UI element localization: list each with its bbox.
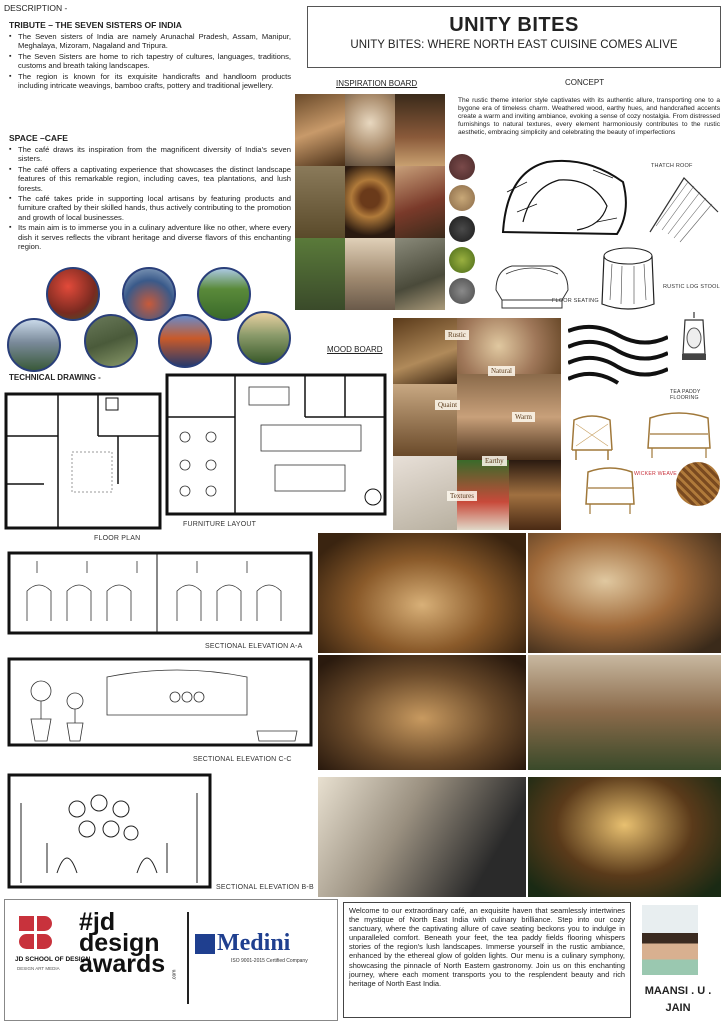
floor-plan-drawing (4, 392, 162, 530)
description-label: DESCRIPTION - (4, 3, 68, 13)
jd-awards-com: .com (171, 969, 178, 981)
elevation-aa-label: SECTIONAL ELEVATION A-A (205, 643, 303, 650)
floor-seating-sketch (492, 250, 572, 314)
wicker-weave-swatch (676, 462, 720, 506)
space-bullet: ▪ The café draws its inspiration from the magnificent diversity of India's seven sisters. (9, 145, 291, 164)
render-photo (318, 655, 526, 770)
material-swatch (449, 185, 475, 211)
inspiration-photo (295, 94, 345, 166)
jd-awards-logo: #jd design awards (79, 908, 166, 978)
elevation-bb-label: SECTIONAL ELEVATION B-B (216, 884, 314, 891)
mood-heading: MOOD BOARD (327, 345, 383, 354)
tribute-bullet: ▪ The region is known for its exquisite handicrafts and handloom products including intricate weavings, bamboo crafts, pottery and traditional jewellery. (9, 72, 291, 91)
furniture-layout-label: FURNITURE LAYOUT (183, 521, 257, 528)
mood-photo (509, 460, 561, 530)
concept-text: The rustic theme interior style captivates with its authentic allure, transporting one to a bygone era of timeless charm. Weathered wood, earthy hues, and handcrafted accents create a warm and inviting ambiance, evoking a sense of cozy nostalgia. From distressed furnishings to natural textures, every element harmoniously contributes to the rustic aesthetic, embracing simplicity and celebrating the beauty of imperfections (458, 97, 720, 137)
inspiration-heading: INSPIRATION BOARD (336, 79, 418, 88)
elevation-cc-label: SECTIONAL ELEVATION C-C (193, 756, 292, 763)
space-section (9, 133, 291, 252)
space-bullet: ▪ Its main aim is to immerse you in a culinary adventure like no other, where every dish it serves reflects the vibrant heritage and diverse flavors of this enchanting region. (9, 223, 291, 251)
inspiration-photo (345, 166, 395, 238)
jd-school-name: JD SCHOOL OF DESIGN (15, 956, 91, 963)
inspiration-photo (395, 94, 445, 166)
render-photo (318, 533, 526, 653)
lantern-icon (677, 310, 711, 366)
inspiration-photo (395, 238, 445, 310)
floor-plan-label: FLOOR PLAN (94, 535, 141, 542)
mood-tag: Warm (512, 412, 535, 422)
medini-logo: Medini (217, 930, 291, 956)
tribute-section (9, 20, 291, 91)
inspiration-photo (295, 238, 345, 310)
space-heading: SPACE –CAFE (9, 133, 68, 143)
medini-mark (195, 934, 215, 954)
mood-tag: Earthy (482, 456, 507, 466)
mood-tag: Textures (447, 491, 477, 501)
render-photo (528, 777, 721, 897)
mood-photo (393, 318, 457, 384)
tea-paddy-label: TEA PADDY FLOORING (670, 389, 701, 401)
wicker-armchair-sketch (580, 464, 640, 516)
floor-seating-label: FLOOR SEATING (552, 298, 599, 304)
mood-tag: Quaint (435, 400, 460, 410)
furniture-layout-drawing (165, 373, 387, 516)
tribute-bullet: ▪ The Seven sisters of India are namely Arunachal Pradesh, Assam, Manipur, Meghalaya, Mizoram, Nagaland and Tripura. (9, 32, 291, 51)
inspiration-photo (345, 94, 395, 166)
render-photo (318, 777, 526, 897)
region-photo-town (122, 267, 176, 321)
wicker-weave-label: WICKER WEAVE (634, 471, 677, 477)
render-photo (528, 533, 721, 653)
mood-tag: Natural (488, 366, 515, 376)
concept-heading: CONCEPT (565, 78, 605, 87)
page-title: UNITY BITES (449, 14, 579, 36)
jd-logo-mark (19, 916, 53, 950)
region-photo-terraces (84, 314, 138, 368)
page-subtitle: UNITY BITES: WHERE NORTH EAST CUISINE COMES ALIVE (350, 39, 678, 51)
material-swatch (449, 247, 475, 273)
inspiration-photo (395, 166, 445, 238)
region-photo-dancers (46, 267, 100, 321)
region-photo-mountains (7, 318, 61, 372)
jd-school-sub: DESIGN ART MEDIA (17, 966, 60, 971)
region-photo-tea-garden (197, 267, 251, 321)
technical-heading: TECHNICAL DRAWING - (9, 373, 101, 382)
elevation-cc-drawing (7, 657, 313, 747)
material-swatch (449, 154, 475, 180)
space-list (9, 145, 291, 251)
elevation-aa-drawing (7, 551, 313, 635)
wicker-chair-sketch (566, 410, 618, 462)
elevation-bb-drawing (7, 773, 212, 889)
material-swatch (449, 216, 475, 242)
tribute-heading: TRIBUTE – THE SEVEN SISTERS OF INDIA (9, 20, 182, 30)
tea-paddy-pattern (568, 321, 668, 387)
thatch-label: THATCH ROOF (651, 163, 693, 169)
thatch-roof-sketch (648, 172, 720, 248)
cave-sketch (497, 152, 633, 240)
tribute-bullet: ▪ The Seven Sisters are home to rich tapestry of cultures, languages, traditions, customs and breath taking landscapes. (9, 52, 291, 71)
footer-logos (4, 899, 338, 1021)
render-photo (528, 655, 721, 770)
mood-photo (393, 384, 457, 456)
region-photo-lake (158, 314, 212, 368)
material-swatch (449, 278, 475, 304)
logo-divider (187, 912, 189, 1004)
region-photo-valley (237, 311, 291, 365)
inspiration-photo (345, 238, 395, 310)
author-photo (642, 905, 698, 975)
tribute-list (9, 32, 291, 90)
inspiration-photo (295, 166, 345, 238)
author-name: MAANSI . U . JAIN (644, 985, 712, 1014)
mood-photo (457, 374, 561, 460)
mood-tag: Rustic (445, 330, 469, 340)
log-stool-label: RUSTIC LOG STOOL (663, 284, 720, 290)
welcome-text: Welcome to our extraordinary café, an exquisite haven that seamlessly intertwines the mystique of North East India with culinary brilliance. Step into our cozy sanctuary, where the captivating allure of cave seating beckons you to indulge in unparalleled comfort. Beneath your feet, the tea paddy fields flooring whispers stories of the region's lush landscapes. Immerse yourself in the rustic ambiance, enhanced by the ethereal glow of golden lights. Our menu is a culinary symphony, showcasing the pinnacle of North Eastern gastronomy. Join us on this enchanting journey, where each moment transports you to the resplendent beauty and rich heritage of North East India. (343, 902, 631, 1018)
wicker-sofa-sketch (644, 404, 714, 462)
log-stool-sketch (596, 244, 660, 314)
space-bullet: ▪ The café offers a captivating experience that showcases the distinct landscape features of this remarkable region, including caves, tea plantations, and lush forests. (9, 165, 291, 193)
title-box (307, 6, 721, 68)
medini-sub: ISO 9001-2015 Certified Company (231, 958, 308, 964)
space-bullet: ▪ The café takes pride in supporting local artisans by featuring products and furniture crafted by their skilled hands, thus actively contributing to the promotion and growth of local businesses. (9, 194, 291, 222)
